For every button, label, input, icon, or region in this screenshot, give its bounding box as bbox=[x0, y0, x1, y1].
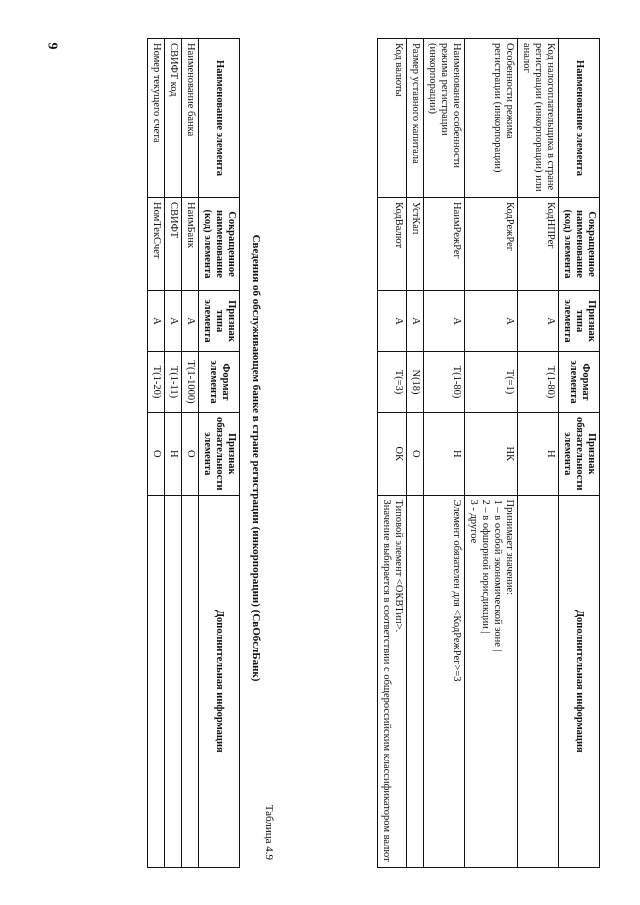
header-cell: Дополнительная информация bbox=[199, 495, 240, 867]
table-cell: Н bbox=[424, 413, 465, 496]
table-label: Таблица 4.9 bbox=[263, 804, 275, 860]
page-number: 9 bbox=[44, 42, 60, 50]
table-cell: T(1-80) bbox=[518, 352, 559, 413]
table-cell: НК bbox=[465, 413, 518, 496]
table-cell: T(1-1000) bbox=[182, 352, 199, 413]
table-cell bbox=[182, 495, 199, 867]
table-cell: О bbox=[148, 413, 165, 496]
table-cell: Н bbox=[165, 413, 182, 496]
header-cell: Признак типа элемента bbox=[559, 291, 600, 352]
table-cell: О bbox=[182, 413, 199, 496]
table-cell: T(1-11) bbox=[165, 352, 182, 413]
table-cell bbox=[518, 495, 559, 867]
table-cell: Типовой элемент <ОКВТип>. Значение выбирается в соответствии с общероссийским классификатором валют bbox=[378, 495, 407, 867]
header-cell: Формат элемента bbox=[559, 352, 600, 413]
table-cell: Наименование банка bbox=[182, 39, 199, 198]
table-cell: А bbox=[148, 291, 165, 352]
table-header-row bbox=[199, 39, 240, 868]
table-cell: А bbox=[465, 291, 518, 352]
table-cell: Код валюты bbox=[378, 39, 407, 198]
table-header-row bbox=[559, 39, 600, 868]
header-cell: Формат элемента bbox=[199, 352, 240, 413]
table-row bbox=[148, 39, 165, 868]
table-cell: Код налогоплательщика в стране регистрации (инкорпорации) или аналог bbox=[518, 39, 559, 198]
table-row bbox=[378, 39, 407, 868]
header-cell: Признак обязательности элемента bbox=[199, 413, 240, 496]
table-cell: N(18) bbox=[407, 352, 424, 413]
table-cell: КодВалют bbox=[378, 198, 407, 291]
header-cell: Наименование элемента bbox=[199, 39, 240, 198]
table-cell: НомТекСчет bbox=[148, 198, 165, 291]
table-cell: СВИФТ код bbox=[165, 39, 182, 198]
table-cell: А bbox=[518, 291, 559, 352]
table-row bbox=[424, 39, 465, 868]
table-cell: НаимРежРег bbox=[424, 198, 465, 291]
table-cell: T(=1) bbox=[465, 352, 518, 413]
table-row bbox=[165, 39, 182, 868]
rotated-page bbox=[130, 38, 600, 868]
table-cell: ОК bbox=[378, 413, 407, 496]
table-cell: Размер уставного капитала bbox=[407, 39, 424, 198]
header-cell: Признак типа элемента bbox=[199, 291, 240, 352]
table-cell: Особенности режима регистрации (инкорпорации) bbox=[465, 39, 518, 198]
table-cell: Принимает значение: 1 – в особой экономической зоне | 2 – в офшорной юрисдикции | 3 - другое bbox=[465, 495, 518, 867]
table-cell: А bbox=[407, 291, 424, 352]
table-cell: Элемент обязателен для <КодРежРег>=3 bbox=[424, 495, 465, 867]
header-cell: Сокращенное наименование (код) элемента bbox=[199, 198, 240, 291]
header-cell: Наименование элемента bbox=[559, 39, 600, 198]
table-cell: T(1-20) bbox=[148, 352, 165, 413]
table-row bbox=[407, 39, 424, 868]
table-cell: А bbox=[182, 291, 199, 352]
table-cell bbox=[148, 495, 165, 867]
header-cell: Дополнительная информация bbox=[559, 495, 600, 867]
table-caption: Сведения об обслуживающем банке в стране регистрации (инкорпорации) (СвОбслБанк) bbox=[250, 234, 262, 682]
table-cell: Н bbox=[518, 413, 559, 496]
table-cell: T(=3) bbox=[378, 352, 407, 413]
table-cell: А bbox=[165, 291, 182, 352]
table-cell: УстКап bbox=[407, 198, 424, 291]
table-cell: О bbox=[407, 413, 424, 496]
header-cell: Сокращенное наименование (код) элемента bbox=[559, 198, 600, 291]
table-cell: Наименование особенности режима регистрации (инкорпорации) bbox=[424, 39, 465, 198]
table-row bbox=[465, 39, 518, 868]
table-cell: СВИФТ bbox=[165, 198, 182, 291]
table-cell: НаимБанк bbox=[182, 198, 199, 291]
table-4-9 bbox=[147, 38, 240, 868]
table-row bbox=[182, 39, 199, 868]
header-cell: Признак обязательности элемента bbox=[559, 413, 600, 496]
table-cell: А bbox=[424, 291, 465, 352]
table-cell: КодНПРег bbox=[518, 198, 559, 291]
table-cell: А bbox=[378, 291, 407, 352]
table-cell bbox=[165, 495, 182, 867]
table-cell bbox=[407, 495, 424, 867]
table-4-8 bbox=[377, 38, 600, 868]
table-cell: Номер текущего счета bbox=[148, 39, 165, 198]
table-cell: T(1-80) bbox=[424, 352, 465, 413]
table-row bbox=[518, 39, 559, 868]
table-cell: КодРежРег bbox=[465, 198, 518, 291]
